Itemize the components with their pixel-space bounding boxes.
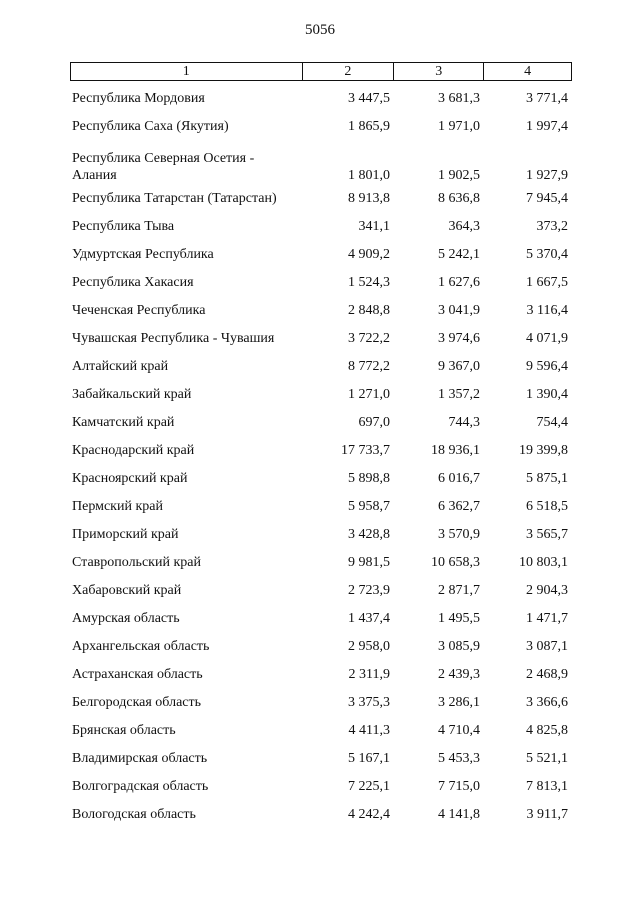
value-col-4-cell: 3 087,1 xyxy=(526,638,568,654)
value-col-3-cell: 1 902,5 xyxy=(438,168,480,183)
table-row xyxy=(70,520,572,548)
region-name-cell: Астраханская область xyxy=(72,666,203,682)
table-row xyxy=(70,112,572,140)
region-name-cell: Республика Саха (Якутия) xyxy=(72,118,229,134)
value-col-4-cell: 1 997,4 xyxy=(526,118,568,134)
value-col-2-cell: 5 958,7 xyxy=(348,498,390,514)
region-name-cell: Чувашская Республика - Чувашия xyxy=(72,330,275,346)
value-col-2-cell: 2 311,9 xyxy=(348,666,390,682)
value-col-4-cell: 2 904,3 xyxy=(526,582,568,598)
value-col-3-cell: 5 242,1 xyxy=(438,246,480,262)
table-row xyxy=(70,744,572,772)
value-col-2-cell: 3 722,2 xyxy=(348,330,390,346)
value-col-2-cell: 2 723,9 xyxy=(348,582,390,598)
region-name-cell: Республика Тыва xyxy=(72,218,175,234)
table-row xyxy=(70,184,572,212)
table-header xyxy=(70,62,572,81)
region-name-cell: Удмуртская Республика xyxy=(72,246,214,262)
value-col-2-cell: 1 801,0 xyxy=(348,168,390,183)
value-col-3-cell: 4 710,4 xyxy=(438,722,480,738)
table-row xyxy=(70,436,572,464)
value-col-3-cell: 2 439,3 xyxy=(438,666,480,682)
value-col-4-cell: 754,4 xyxy=(536,414,568,430)
table-row xyxy=(70,380,572,408)
value-col-2-cell: 3 375,3 xyxy=(348,694,390,710)
value-col-4-cell: 373,2 xyxy=(536,218,568,234)
value-col-3-cell: 1 495,5 xyxy=(438,610,480,626)
region-name-cell: Камчатский край xyxy=(72,414,175,430)
value-col-3-cell: 4 141,8 xyxy=(438,806,480,822)
value-col-2-cell: 697,0 xyxy=(358,414,390,430)
value-col-2-cell: 8 772,2 xyxy=(348,358,390,374)
table-row xyxy=(70,548,572,576)
value-col-4-cell: 4 071,9 xyxy=(526,330,568,346)
value-col-3-cell: 3 286,1 xyxy=(438,694,480,710)
value-col-3-cell: 10 658,3 xyxy=(431,554,480,570)
value-col-4-cell: 3 565,7 xyxy=(526,526,568,542)
value-col-2-cell: 4 909,2 xyxy=(348,246,390,262)
region-name-cell: Алтайский край xyxy=(72,358,169,374)
value-col-3-cell: 1 627,6 xyxy=(438,274,480,290)
value-col-4-cell: 5 370,4 xyxy=(526,246,568,262)
table-row xyxy=(70,492,572,520)
value-col-2-cell: 341,1 xyxy=(358,218,390,234)
value-col-4-cell: 1 390,4 xyxy=(526,386,568,402)
region-name-cell: Республика Татарстан (Татарстан) xyxy=(72,190,277,206)
region-name-cell: Республика Мордовия xyxy=(72,90,205,106)
value-col-3-cell: 5 453,3 xyxy=(438,750,480,766)
region-name-cell: Республика Северная Осетия - Алания xyxy=(72,151,255,183)
value-col-2-cell: 2 958,0 xyxy=(348,638,390,654)
value-col-2-cell: 8 913,8 xyxy=(348,190,390,206)
header-col-1: 1 xyxy=(71,63,303,81)
table-row xyxy=(70,604,572,632)
region-name-cell: Республика Хакасия xyxy=(72,274,194,290)
header-row xyxy=(71,63,572,81)
value-col-2-cell: 1 271,0 xyxy=(348,386,390,402)
table-row xyxy=(70,688,572,716)
table-row xyxy=(70,576,572,604)
value-col-4-cell: 3 366,6 xyxy=(526,694,568,710)
value-col-3-cell: 3 974,6 xyxy=(438,330,480,346)
table-row xyxy=(70,464,572,492)
value-col-3-cell: 8 636,8 xyxy=(438,190,480,206)
table-row xyxy=(70,324,572,352)
table-row xyxy=(70,408,572,436)
value-col-2-cell: 1 865,9 xyxy=(348,118,390,134)
value-col-4-cell: 1 667,5 xyxy=(526,274,568,290)
region-name-cell: Хабаровский край xyxy=(72,582,182,598)
header-col-2: 2 xyxy=(302,63,394,81)
table-row xyxy=(70,660,572,688)
region-name-cell: Белгородская область xyxy=(72,694,202,710)
page-number: 5056 xyxy=(305,22,335,38)
region-name-cell: Владимирская область xyxy=(72,750,208,766)
value-col-4-cell: 1 471,7 xyxy=(526,610,568,626)
value-col-4-cell: 5 521,1 xyxy=(526,750,568,766)
value-col-3-cell: 3 041,9 xyxy=(438,302,480,318)
value-col-3-cell: 3 681,3 xyxy=(438,90,480,106)
value-col-2-cell: 2 848,8 xyxy=(348,302,390,318)
table-row xyxy=(70,240,572,268)
value-col-4-cell: 6 518,5 xyxy=(526,498,568,514)
table-row xyxy=(70,268,572,296)
value-col-2-cell: 3 428,8 xyxy=(348,526,390,542)
value-col-2-cell: 9 981,5 xyxy=(348,554,390,570)
header-col-4: 4 xyxy=(484,63,572,81)
region-name-cell: Красноярский край xyxy=(72,470,188,486)
value-col-3-cell: 1 357,2 xyxy=(438,386,480,402)
value-col-3-cell: 18 936,1 xyxy=(431,442,480,458)
value-col-4-cell: 10 803,1 xyxy=(519,554,568,570)
value-col-4-cell: 4 825,8 xyxy=(526,722,568,738)
value-col-3-cell: 6 362,7 xyxy=(438,498,480,514)
region-name-cell: Ставропольский край xyxy=(72,554,201,570)
table-row xyxy=(70,800,572,828)
table-row xyxy=(70,84,572,112)
value-col-2-cell: 17 733,7 xyxy=(341,442,390,458)
table-row xyxy=(70,140,572,184)
value-col-2-cell: 1 524,3 xyxy=(348,274,390,290)
value-col-4-cell: 3 116,4 xyxy=(526,302,568,318)
table-row xyxy=(70,296,572,324)
region-name-cell: Архангельская область xyxy=(72,638,210,654)
header-col-3: 3 xyxy=(394,63,484,81)
value-col-3-cell: 6 016,7 xyxy=(438,470,480,486)
region-name-cell: Пермский край xyxy=(72,498,163,514)
value-col-2-cell: 5 167,1 xyxy=(348,750,390,766)
value-col-3-cell: 7 715,0 xyxy=(438,778,480,794)
value-col-4-cell: 9 596,4 xyxy=(526,358,568,374)
value-col-2-cell: 7 225,1 xyxy=(348,778,390,794)
value-col-2-cell: 5 898,8 xyxy=(348,470,390,486)
region-name-cell: Амурская область xyxy=(72,610,180,626)
region-name-cell: Краснодарский край xyxy=(72,442,195,458)
value-col-2-cell: 4 242,4 xyxy=(348,806,390,822)
table-row xyxy=(70,632,572,660)
value-col-4-cell: 5 875,1 xyxy=(526,470,568,486)
value-col-3-cell: 9 367,0 xyxy=(438,358,480,374)
value-col-3-cell: 1 971,0 xyxy=(438,118,480,134)
region-name-cell: Волгоградская область xyxy=(72,778,209,794)
region-name-cell: Приморский край xyxy=(72,526,179,542)
value-col-4-cell: 1 927,9 xyxy=(526,168,568,183)
value-col-2-cell: 3 447,5 xyxy=(348,90,390,106)
region-name-cell: Вологодская область xyxy=(72,806,196,822)
value-col-4-cell: 19 399,8 xyxy=(519,442,568,458)
table-row xyxy=(70,212,572,240)
value-col-2-cell: 1 437,4 xyxy=(348,610,390,626)
region-name-cell: Брянская область xyxy=(72,722,176,738)
value-col-3-cell: 3 085,9 xyxy=(438,638,480,654)
value-col-4-cell: 3 771,4 xyxy=(526,90,568,106)
value-col-3-cell: 3 570,9 xyxy=(438,526,480,542)
value-col-3-cell: 2 871,7 xyxy=(438,582,480,598)
table-row xyxy=(70,716,572,744)
data-table xyxy=(70,84,572,828)
region-name-cell: Чеченская Республика xyxy=(72,302,206,318)
table-row xyxy=(70,772,572,800)
value-col-4-cell: 7 945,4 xyxy=(526,190,568,206)
region-name-cell: Забайкальский край xyxy=(72,386,192,402)
value-col-3-cell: 364,3 xyxy=(448,218,480,234)
value-col-3-cell: 744,3 xyxy=(448,414,480,430)
value-col-4-cell: 7 813,1 xyxy=(526,778,568,794)
value-col-4-cell: 2 468,9 xyxy=(526,666,568,682)
value-col-2-cell: 4 411,3 xyxy=(348,722,390,738)
table-row xyxy=(70,352,572,380)
value-col-4-cell: 3 911,7 xyxy=(526,806,568,822)
